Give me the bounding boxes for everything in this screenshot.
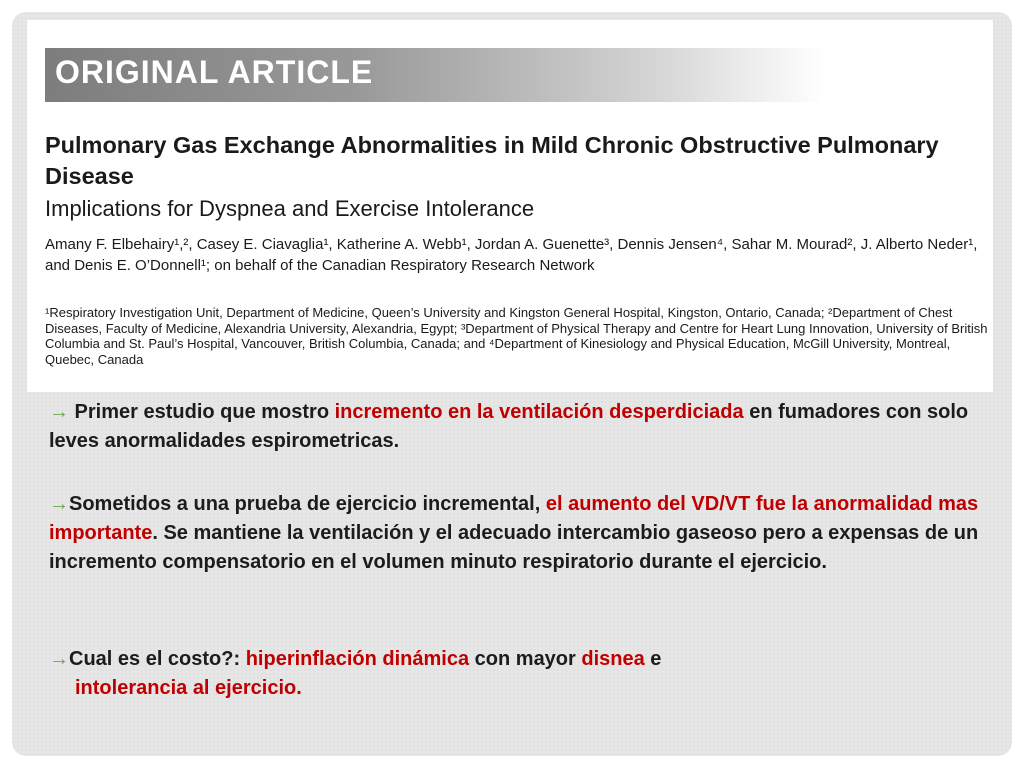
bullet-text: en fumadores con solo leves anormalidades espirometricas. bbox=[49, 401, 969, 452]
article-title: Pulmonary Gas Exchange Abnormalities in Mild Chronic Obstructive Pulmonary Disease bbox=[45, 132, 939, 189]
bullet-2 bbox=[49, 490, 984, 577]
arrow-icon: → bbox=[49, 648, 69, 670]
bullet-text: . Se mantiene la ventilación y el adecuado intercambio gaseoso pero a expensas de un incremento compensatorio en el volumen minuto respiratorio durante el ejercicio. bbox=[49, 522, 979, 573]
bullet-highlight: incremento en la ventilación desperdiciada bbox=[334, 401, 744, 423]
bullet-text: e bbox=[644, 648, 662, 670]
bullet-text: Cual es el costo?: bbox=[69, 648, 246, 670]
article-affiliations: ¹Respiratory Investigation Unit, Department of Medicine, Queen’s University and Kingston General Hospital, Kingston, Ontario, Canada; ²Department of Chest Diseases, Faculty of Medicine, Alexandria University, Alexandria, Egypt; ³Department of Physical Therapy and Centre for Heart Lung Innovation, University of British Columbia and St. Paul’s Hospital, Vancouver, British Columbia, Canada; and ⁴Department of Kinesiology and Physical Education, McGill University, Montreal, Quebec, Canada bbox=[45, 305, 988, 367]
bullet-3 bbox=[49, 645, 949, 703]
bullet-highlight: hiperinflación dinámica bbox=[245, 648, 470, 670]
bullet-1 bbox=[49, 398, 979, 456]
bullet-highlight: el aumento del VD/VT fue la anormalidad mas importante bbox=[49, 493, 979, 544]
article-subtitle: Implications for Dyspnea and Exercise Intolerance bbox=[45, 196, 535, 221]
bullet-text: Sometidos a una prueba de ejercicio incremental, bbox=[69, 493, 546, 515]
bullet-highlight: intolerancia al ejercicio. bbox=[75, 677, 302, 699]
bullet-text: con mayor bbox=[469, 648, 582, 670]
bullet-text: Primer estudio que mostro bbox=[69, 401, 335, 423]
bullet-highlight: disnea bbox=[581, 648, 645, 670]
article-authors: Amany F. Elbehairy¹,², Casey E. Ciavaglia¹, Katherine A. Webb¹, Jordan A. Guenette³, Dennis Jensen⁴, Sahar M. Mourad², J. Alberto Neder¹, and Denis E. O’Donnell¹; on behalf of the Canadian Respiratory Research Network bbox=[45, 236, 978, 274]
article-image bbox=[27, 20, 993, 392]
arrow-icon: → bbox=[49, 401, 69, 423]
arrow-icon: → bbox=[49, 493, 69, 515]
article-tag-bar bbox=[45, 48, 825, 102]
article-tag: ORIGINAL ARTICLE bbox=[55, 54, 374, 90]
